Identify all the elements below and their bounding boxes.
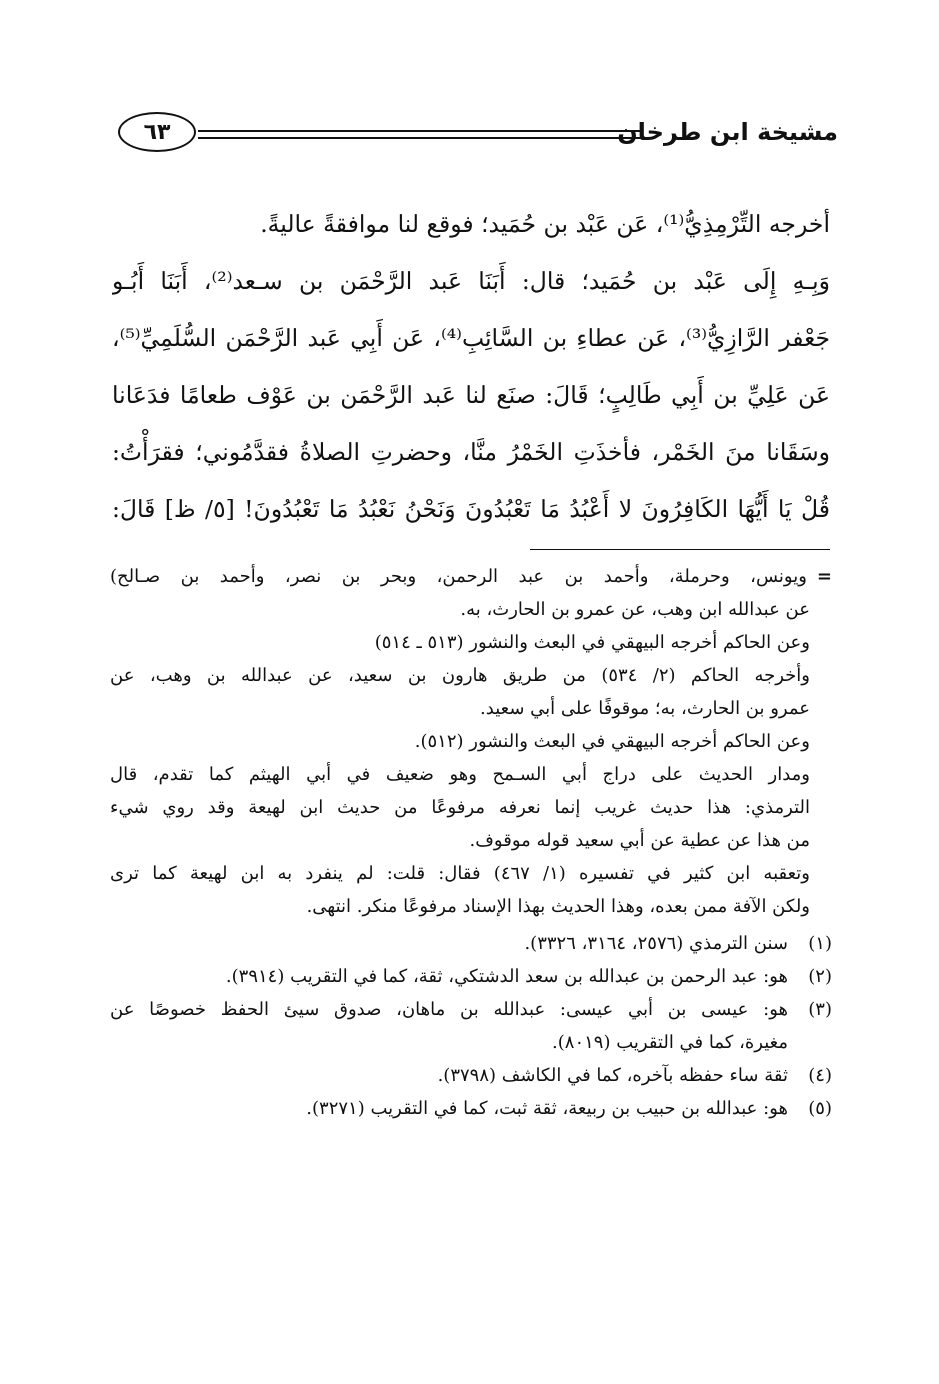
continuation-marker: = [816,566,832,587]
note-line: وعن الحاكم أخرجه البيهقي في البعث والنشور (٥١٢). [414,731,810,752]
note-line: ومدار الحديث على دراج أبي السـمح وهو ضعيف في أبي الهيثم كما تقدم، قال [110,764,810,785]
note-line: عن عبدالله ابن وهب، عن عمرو بن الحارث، به. [460,599,810,620]
page-number-badge: ٦٣ [118,112,196,152]
footnote-body [110,1059,788,1092]
note-line: وعن الحاكم أخرجه البيهقي في البعث والنشور (٥١٣ ـ ٥١٤) [374,632,810,653]
note-paragraph [110,626,832,659]
footnote-2 [110,960,832,993]
note-line: عمرو بن الحارث، به؛ موقوفًا على أبي سعيد. [480,698,810,719]
main-text-line: أخرجه التِّرْمِذِيُّ⁽¹⁾، عَن عَبْد بن حُمَيد؛ فوقع لنا موافقةً عاليةً. [260,210,830,238]
note-line: مغيرة، كما في التقريب (٨٠١٩). [552,1032,788,1053]
footnote-body [110,993,788,1059]
note-line: ولكن الآفة ممن بعده، وهذا الحديث بهذا الإسناد مرفوعًا منكر. انتهى. [306,896,810,917]
main-text-line: وَبِـهِ إِلَى عَبْد بن حُمَيد؛ قال: أَبَنَا عَبد الرَّحْمَن بن سـعد⁽²⁾، أَبَنَا أَبُـو [112,267,830,295]
note-line: هو: عبدالله بن حبيب بن ربيعة، ثقة ثبت، كما في التقريب (٣٢٧١). [306,1098,788,1119]
running-title: مشيخة ابن طرخان [617,118,838,146]
main-text [112,196,830,538]
footnote-number: (٥) [808,1098,832,1119]
note-paragraph [110,758,832,857]
footnote-body [110,927,788,960]
footnote-divider [530,549,830,550]
footnote-number: (٢) [808,966,832,987]
note-paragraph [110,560,832,626]
note-line-text: ويونس، وحرملة، وأحمد بن عبد الرحمن، وبحر بن نصر، وأحمد بن صـالح) [110,566,807,587]
note-line: ثقة ساء حفظه بآخره، كما في الكاشف (٣٧٩٨). [437,1065,788,1086]
note-line: وأخرجه الحاكم (٢/ ٥٣٤) من طريق هارون بن سعيد، عن عبدالله بن وهب، عن [110,665,810,686]
footnote-body [110,960,788,993]
footnote-number: (٤) [808,1065,832,1086]
note-paragraph [110,857,832,923]
page-header [118,112,838,156]
footnote-4 [110,1059,832,1092]
note-line [110,560,832,593]
note-paragraph [110,659,832,725]
footnote-number: (٣) [808,999,832,1020]
note-line: وتعقبه ابن كثير في تفسيره (١/ ٤٦٧) فقال: قلت: لم ينفرد به ابن لهيعة كما ترى [110,863,810,884]
note-paragraph [110,725,832,758]
main-text-line: قُلْ يَا أَيُّهَا الكَافِرُونَ لا أَعْبُدُ مَا تَعْبُدُونَ وَنَحْنُ نَعْبُدُ مَا تَعْبُدُونَ! [٥/ ظ] قَالَ: [112,495,830,523]
note-line: الترمذي: هذا حديث غريب إنما نعرفه مرفوعًا من حديث ابن لهيعة وقد روي شيء [110,797,810,818]
footnote-number: (١) [808,933,832,954]
footnote-3 [110,993,832,1059]
main-text-line: جَعْفر الرَّازِيُّ⁽³⁾، عَن عطاءِ بن السَّائِبِ⁽⁴⁾، عَن أَبِي عَبد الرَّحْمَن السُّلَمِيِّ⁽⁵⁾، [112,324,830,352]
note-line: من هذا عن عطية عن أبي سعيد قوله موقوف. [469,830,810,851]
note-line: سنن الترمذي (٢٥٧٦، ٣١٦٤، ٣٣٢٦). [524,933,788,954]
note-line: هو: عيسى بن أبي عيسى: عبدالله بن ماهان، صدوق سيئ الحفظ خصوصًا عن [110,999,788,1020]
note-line: هو: عبد الرحمن بن عبدالله بن سعد الدشتكي، ثقة، كما في التقريب (٣٩١٤). [225,966,788,987]
footnote-body [110,1092,788,1125]
footnote-5 [110,1092,832,1125]
main-text-line: عَن عَلِيِّ بن أَبِي طَالِبٍ؛ قَالَ: صنَع لنا عَبد الرَّحْمَن بن عَوْف طعامًا فدَعَانا [112,381,830,409]
main-text-line: وسَقَانا منَ الخَمْر، فأخذَتِ الخَمْرُ منَّا، وحضرتِ الصلاةُ فقدَّمُوني؛ فقرَأْتُ: [112,438,830,466]
footnotes-section [110,560,832,1125]
footnote-1 [110,927,832,960]
header-rule [198,130,643,139]
